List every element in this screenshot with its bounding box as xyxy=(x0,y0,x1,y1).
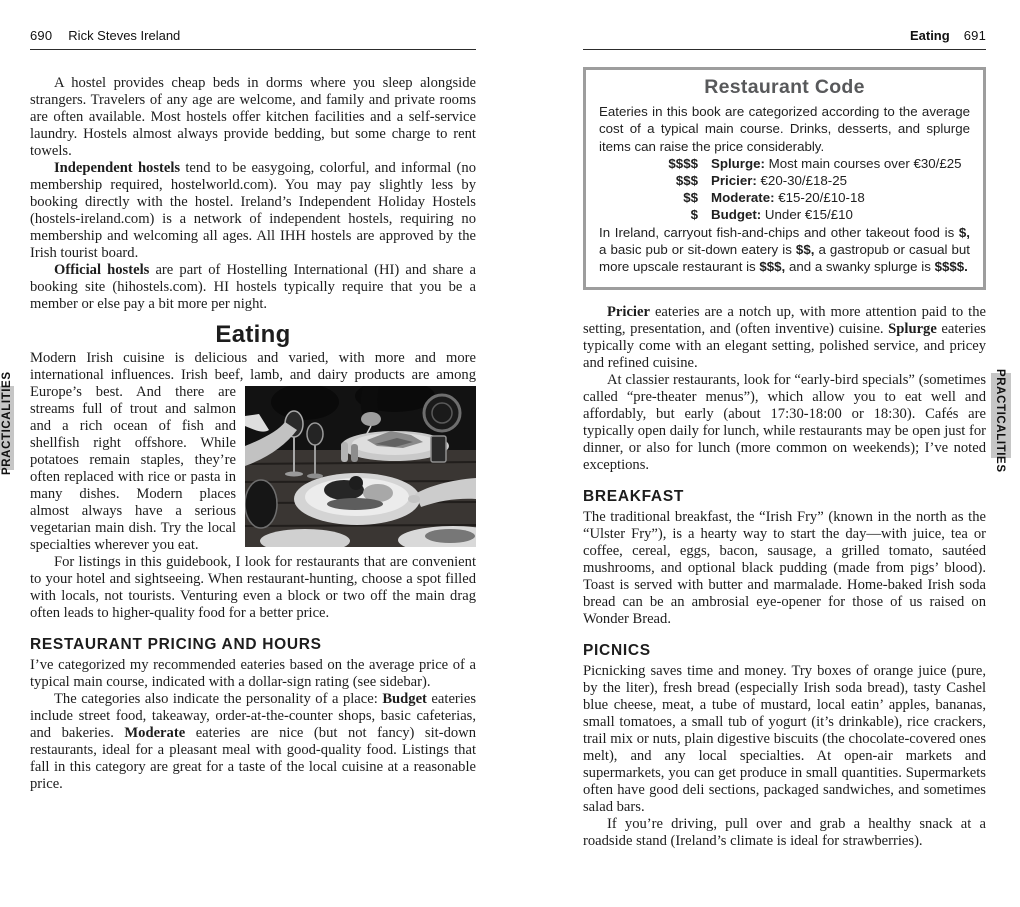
paragraph-independent-hostels: Independent hostels tend to be easygoing, colorful, and informal (no membership required, hostelworld.com). You may pay slightly less by booking directly with the hostel. Ireland’s Independent Holiday Hostels (hostels-ireland.com) is a network of independent hostels, requiring no membership and welcoming all ages. All IHH hostels are approved by the Irish tourist board. xyxy=(30,160,476,261)
paragraph-pricing-1: I’ve categorized my recommended eateries based on the average price of a typical main course, indicated with a dollar-sign rating (see sidebar). xyxy=(30,657,476,690)
paragraph-picnics-1: Picnicking saves time and money. Try boxes of orange juice (pure, by the liter), fresh bread (especially Irish soda bread), tasty Cashel blue cheese, meat, a tube of mustard, local eatin’ apples, bananas, small tomatoes, a small tub of yogurt (it’s drinkable), rice crackers, trail mix or nuts, plain digestive biscuits (the chocolate-covered ones melt), and any local specialties. At open-air markets and supermarkets, you can get produce in small quantities. Supermarkets often have good deli sections, packaged sandwiches, and sometimes salad bars. xyxy=(583,663,986,816)
right-page-body xyxy=(583,304,986,850)
practicalities-tab-left: PRACTICALITIES xyxy=(1,371,13,475)
running-head-right xyxy=(583,28,986,50)
paragraph-eating-intro xyxy=(30,350,476,554)
tier-desc: €20-30/£18-25 xyxy=(756,173,848,189)
tier-label: Splurge: xyxy=(711,155,765,171)
paragraph-breakfast: The traditional breakfast, the “Irish Fry” (known in the north as the “Ulster Fry”), is a hearty way to start the day—with juice, tea or coffee, cereal, eggs, bacon, sausage, a grilled tomato, sautéed mushrooms, and optional black pudding (made from pigs’ blood). Toast is served with butter and marmalade. Home-baked Irish soda bread can be an ambrosial eye-opener for those of us raised on Wonder Bread. xyxy=(583,509,986,628)
eating-intro-part-b: among Europe’s best. And there are streams full of trout and salmon and a rich ocean of fish and shellfish right offshore. While potatoes remain staples, they’re often replaced with rice or pasta in many dishes. Modern places almost always have a serious vegetarian main dish. Try the local specialties wherever you eat. xyxy=(30,367,476,553)
book-title: Rick Steves Ireland xyxy=(68,28,181,43)
page-right xyxy=(583,28,986,850)
tier-symbol: $$$ xyxy=(675,173,698,189)
picnics-heading: PICNICS xyxy=(583,642,651,660)
chapter-title: Eating xyxy=(909,28,950,43)
paragraph-classier: At classier restaurants, look for “early-bird specials” (sometimes called “pre-theater menus”), which allow you to eat well and affordably, but early (about 17:30-18:00 or 18:30). Cafés are typically open daily for lunch, while restaurants may be open just for dinner, or also for lunch (more common on weekends); I’ve noted exceptions. xyxy=(583,372,986,474)
paragraph-listings: For listings in this guidebook, I look for restaurants that are convenient to your hotel and sightseeing. When restaurant-hunting, choose a spot filled with locals, not tourists. Venturing even a block or two off the main drag often leads to higher-quality food for a better price. xyxy=(30,554,476,621)
tier-desc: Under €15/£10 xyxy=(761,207,853,223)
tier-label: Moderate: xyxy=(711,190,775,206)
price-tier-budget xyxy=(599,206,970,223)
paragraph-official-hostels: Official hostels are part of Hostelling International (HI) and share a booking site (hihostels.com). HI hostels typically require that you be a member or else pay a bit more per night. xyxy=(30,262,476,312)
tier-symbol: $$$$ xyxy=(668,155,698,171)
tier-symbol: $$ xyxy=(683,190,698,206)
practicalities-tab-right: PRACTICALITIES xyxy=(994,369,1006,473)
dinner-table-photo xyxy=(245,386,476,547)
page-number-right: 691 xyxy=(963,28,986,43)
tier-label: Budget: xyxy=(711,207,762,223)
page-left xyxy=(30,28,476,793)
tier-label: Pricier: xyxy=(711,173,757,189)
eating-intro-part-a: Modern Irish cuisine is delicious and varied, with more and more international influences. Irish beef, lamb, and dairy products are xyxy=(30,350,476,383)
eating-section-heading: Eating xyxy=(215,321,291,348)
running-head-left xyxy=(30,28,476,50)
price-tier-moderate xyxy=(599,189,970,206)
tier-desc: €15-20/£10-18 xyxy=(774,190,865,206)
tier-symbol: $ xyxy=(690,207,698,223)
price-tier-splurge xyxy=(599,155,970,172)
restaurant-code-box xyxy=(583,67,986,290)
tier-desc: Most main courses over €30/£25 xyxy=(764,155,962,171)
restaurant-code-outro: In Ireland, carryout fish-and-chips and other takeout food is $, a basic pub or sit-down eatery is $$, a gastropub or casual but more upscale restaurant is $$$, and a swanky splurge is $$$$. xyxy=(599,224,970,275)
paragraph-picnics-2: If you’re driving, pull over and grab a healthy snack at a roadside stand (Ireland’s climate is ideal for strawberries). xyxy=(583,816,986,850)
paragraph-pricier: Pricier eateries are a notch up, with more attention paid to the setting, presentation, and (often inventive) cuisine. Splurge eateries typically come with an elegant setting, polished service, and pricey and refined cuisine. xyxy=(583,304,986,372)
pricing-heading: RESTAURANT PRICING AND HOURS xyxy=(30,636,322,653)
paragraph-pricing-2: The categories also indicate the personality of a place: Budget eateries include street food, takeaway, order-at-the-counter shops, basic cafeterias, and bakeries. Moderate eateries are nice (but not fancy) sit-down restaurants, ideal for a pleasant meal with good-quality food. Listings that fall in this category are great for a taste of the local cuisine at a reasonable price. xyxy=(30,691,476,792)
restaurant-code-intro: Eateries in this book are categorized according to the average cost of a typical main course. Drinks, desserts, and splurge items can raise the price considerably. xyxy=(599,104,970,154)
left-page-body xyxy=(30,75,476,793)
paragraph-hostel-intro: A hostel provides cheap beds in dorms where you sleep alongside strangers. Travelers of any age are welcome, and family and private rooms are often available. Most hostels offer kitchen facilities and a self-service laundry. Hostels almost always provide bedding, but some charge to rent towels. xyxy=(30,75,476,159)
restaurant-code-title: Restaurant Code xyxy=(704,76,865,98)
price-tier-pricier xyxy=(599,172,970,189)
breakfast-heading: BREAKFAST xyxy=(583,488,685,506)
page-number-left: 690 xyxy=(30,28,53,43)
